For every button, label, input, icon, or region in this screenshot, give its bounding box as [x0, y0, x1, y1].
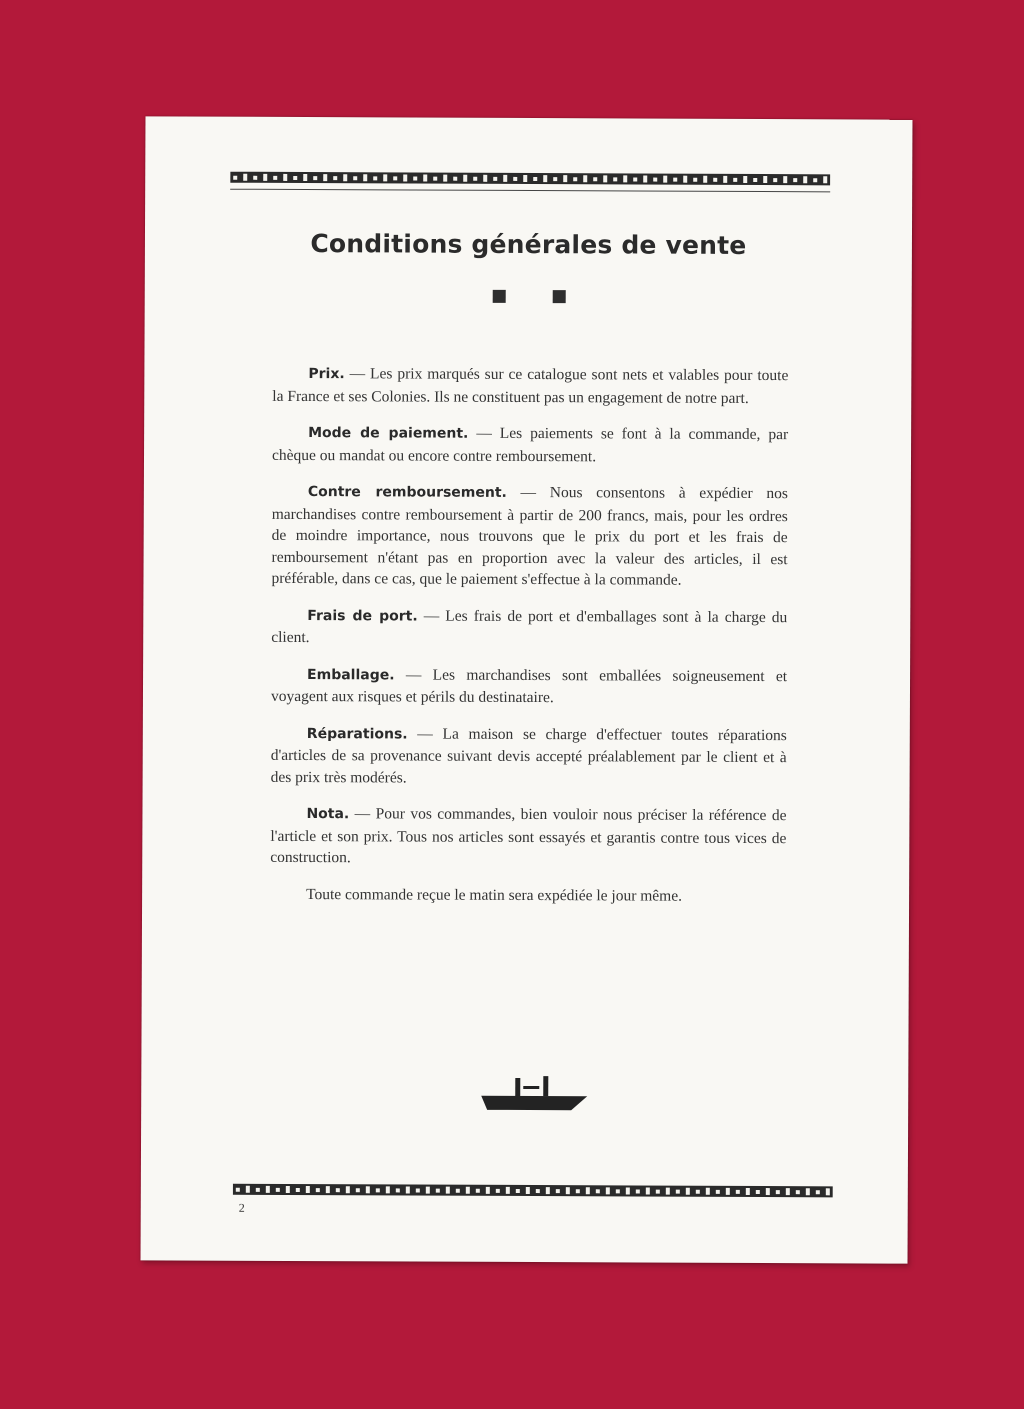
- page-title: Conditions générales de vente: [310, 229, 747, 260]
- dash-separator: —: [417, 725, 433, 743]
- conditions-body: [270, 363, 788, 922]
- catalogue-page: [141, 116, 913, 1263]
- page-number: 2: [238, 1200, 245, 1215]
- top-rule: [230, 189, 830, 193]
- dash-separator: —: [354, 805, 371, 823]
- condition-paragraph: [271, 663, 787, 709]
- condition-paragraph: [271, 722, 787, 790]
- condition-term: Nota.: [306, 806, 350, 823]
- bottom-decorative-border: [233, 1183, 833, 1200]
- condition-term: Emballage.: [307, 666, 395, 683]
- condition-text: Les frais de port et d'emballages sont à la charge du client.: [271, 607, 788, 647]
- boat-icon: [479, 1074, 589, 1114]
- square-ornament-right: [553, 290, 566, 303]
- dash-separator: —: [405, 665, 422, 684]
- condition-paragraph: [272, 422, 788, 468]
- condition-term: Réparations.: [306, 725, 408, 742]
- condition-text: Nous consentons à expédier nos marchandises contre remboursement à partir de 200 francs, mais, pour les ordres de moindre importance, nous trouvons que le prix du port et les frais de remboursement n'étant pas en proportion avec la valeur des articles, il est préférable, dans ce cas, que le paiement s'effectue à la commande.: [271, 484, 788, 589]
- condition-paragraph: [271, 604, 787, 650]
- square-ornament-left: [493, 290, 506, 303]
- top-decorative-border: [230, 171, 830, 188]
- condition-text: La maison se charge d'effectuer toutes réparations d'articles de sa provenance suivant devis accepté préalablement par le client et à des prix très modérés.: [270, 725, 787, 786]
- condition-term: Frais de port.: [307, 607, 418, 625]
- closing-paragraph: Toute commande reçue le matin sera expédiée le jour même.: [306, 885, 683, 905]
- dash-separator: —: [423, 607, 440, 625]
- condition-text: Les marchandises sont emballées soigneusement et voyagent aux risques et périls du destinataire.: [270, 666, 788, 707]
- condition-paragraph: [271, 481, 787, 592]
- condition-term: Contre remboursement.: [307, 484, 507, 501]
- dash-separator: —: [349, 365, 366, 383]
- condition-text: Les prix marqués sur ce catalogue sont nets et valables pour toute la France et ses Colonies. Ils ne constituent pas un engagement de notre part.: [272, 365, 789, 407]
- condition-paragraph: [270, 803, 786, 871]
- dash-separator: —: [476, 424, 492, 442]
- dash-separator: —: [520, 483, 537, 502]
- condition-text: Pour vos commandes, bien vouloir nous préciser la référence de l'article et son prix. Tous nos articles sont essayés et garantis contre tous vices de construction.: [270, 805, 787, 867]
- condition-term: Mode de paiement.: [308, 425, 469, 442]
- two-square-ornament-icon: [493, 290, 568, 306]
- condition-paragraph: [272, 363, 788, 409]
- condition-text: Les paiements se font à la commande, par chèque ou mandat ou encore contre remboursement.: [271, 424, 789, 465]
- condition-term: Prix.: [308, 366, 345, 383]
